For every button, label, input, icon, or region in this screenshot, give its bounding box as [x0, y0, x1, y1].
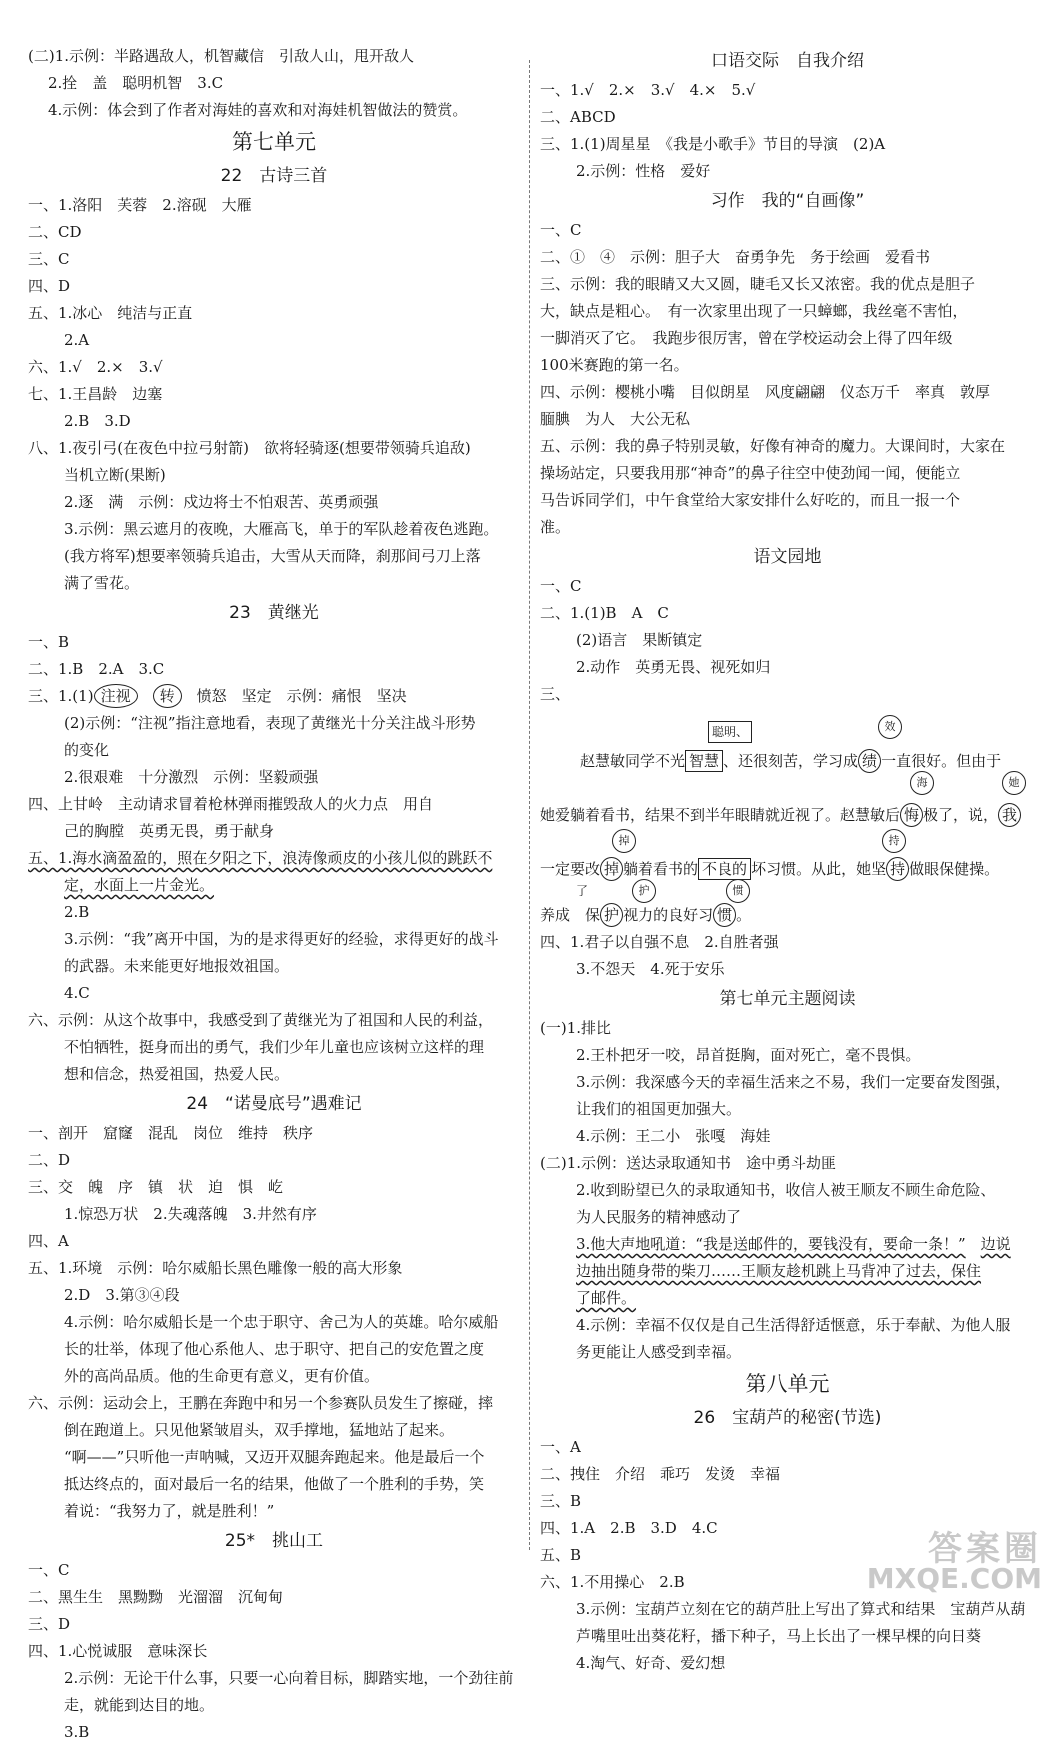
passage-text: 视力的良好习: [623, 906, 714, 924]
lesson-heading: 26 宝葫芦的秘密(节选): [693, 1408, 882, 1428]
wavy-underlined-text: 五、1.海水滴盈盈的，照在夕阳之下，浪涛像顽皮的小孩儿似的跳跃不: [28, 849, 493, 867]
answer-line: 二、黑生生 黑黝黝 光溜溜 沉甸甸: [28, 1588, 284, 1606]
answer-line: 六、示例：运动会上，王鹏在奔跑中和另一个参赛队员发生了擦碰，摔: [28, 1394, 494, 1412]
passage-text: 养成: [540, 906, 571, 924]
answer-line: 2.拴 盖 聪明机智 3.C: [48, 74, 224, 92]
answer-line: 2.收到盼望已久的录取通知书，收信人被王顺友不顾生命危险、: [576, 1181, 996, 1199]
answer-line: 己的胸膛 英勇无畏，勇于献身: [64, 822, 275, 840]
answer-line: 3.示例：宝葫芦立刻在它的葫芦肚上写出了算式和结果 宝葫芦从葫: [576, 1600, 1026, 1618]
passage-text: 、还很刻苦，学习成: [723, 752, 859, 770]
section-heading: 第七单元主题阅读: [719, 989, 856, 1009]
passage-text: 做眼保健操。: [909, 860, 1000, 878]
answer-line: 六、示例：从这个故事中，我感受到了黄继光为了祖国和人民的利益，: [28, 1011, 494, 1029]
answer-line: [540, 1259, 1035, 1284]
answer-line: 长的壮举，体现了他心系他人、忠于职守、把自己的安危置之度: [64, 1340, 485, 1358]
answer-line: 二、① ④ 示例：胆子大 奋勇争先 务于绘画 爱看书: [540, 248, 931, 266]
answer-line: 2.动作 英勇无畏、视死如归: [576, 658, 771, 676]
answer-line: 4.示例：幸福不仅仅是自己生活得舒适惬意，乐于奉献、为他人服: [576, 1316, 1011, 1334]
answer-line: 五、示例：我的鼻子特别灵敏，好像有神奇的魔力。大课间时，大家在: [540, 437, 1006, 455]
answer-line: [28, 846, 520, 871]
answer-line: 芦嘴里吐出葵花籽，播下种子，马上长出了一棵早棵的向日葵: [576, 1627, 982, 1645]
answer-line: (一)1.排比: [540, 1019, 612, 1037]
wavy-underlined-text: 边说: [980, 1235, 1011, 1253]
correction-circle: 效: [878, 715, 902, 739]
answer-line: 三、C: [28, 250, 70, 268]
answer-line: 四、示例：樱桃小嘴 目似朗星 风度翩翩 仪态万千 率真 敦厚: [540, 383, 991, 401]
answer-line: 四、1.心悦诚服 意味深长: [28, 1642, 208, 1660]
answer-line: 八、1.夜引弓(在夜色中拉弓射箭) 欲将轻骑逐(想要带领骑兵追敌): [28, 439, 471, 457]
answer-line: 一、C: [540, 221, 582, 239]
inserted-word-box: 聪明、: [708, 721, 752, 743]
answer-line: 倒在跑道上。只见他紧皱眉头，双手撑地，猛地站了起来。: [64, 1421, 455, 1439]
answer-line: 五、1.冰心 纯洁与正直: [28, 304, 193, 322]
answer-line: 一、1.洛阳 芙蓉 2.溶砚 大雁: [28, 196, 252, 214]
circled-char: 悔: [900, 803, 923, 827]
answer-line: 一、C: [28, 1561, 70, 1579]
answer-line: 三、B: [540, 1492, 582, 1510]
answer-line: 二、1.B 2.A 3.C: [28, 660, 165, 678]
left-column: [28, 44, 520, 1747]
answer-line: 四、A: [28, 1232, 69, 1250]
passage-text: 躺着看书的: [623, 860, 699, 878]
circled-char: 持: [886, 857, 909, 881]
answer-line: 六、1.√ 2.× 3.√: [28, 358, 163, 376]
answer-line: 一脚消灭了它。 我跑步很厉害，曾在学校运动会上得了四年级: [540, 329, 953, 347]
answer-line: 3.示例：“我”离开中国，为的是求得更好的经验，求得更好的战斗: [64, 930, 499, 948]
answer-line: 2.D 3.第③④段: [64, 1286, 180, 1304]
answer-line: 二、CD: [28, 223, 82, 241]
section-heading: 习作 我的“自画像”: [710, 191, 865, 211]
answer-line: 抵达终点的，面对最后一名的结果，他做了一个胜利的手势，笑: [64, 1475, 485, 1493]
wavy-underlined-text: 了邮件。: [576, 1289, 637, 1307]
answer-line: 二、ABCD: [540, 108, 616, 126]
answer-line: 2.王朴把牙一咬，昂首挺胸，面对死亡，毫不畏惧。: [576, 1046, 921, 1064]
answer-line: 准。: [540, 518, 571, 536]
circled-char: 惯: [713, 903, 736, 927]
circled-word: 转: [153, 684, 182, 708]
passage-text: 坏习惯。从此，她坚: [751, 860, 887, 878]
answer-line: 3.B: [64, 1723, 90, 1741]
answer-line: 一、1.√ 2.× 3.√ 4.× 5.√: [540, 81, 756, 99]
answer-text: 愤怒 坚定 示例：痛恨 坚决: [196, 687, 407, 705]
column-divider: [529, 60, 530, 1550]
wavy-underlined-text: 3.他大声地吼道：“我是送邮件的，要钱没有，要命一条！”: [576, 1235, 966, 1253]
answer-line: 四、上甘岭 主动请求冒着枪林弹雨摧毁敌人的火力点 用自: [28, 795, 434, 813]
circled-char: 我: [998, 803, 1021, 827]
passage-text: 保: [585, 906, 601, 924]
unit-heading: 第八单元: [745, 1372, 830, 1396]
answer-line: 2.逐 满 示例：戍边将士不怕艰苦、英勇顽强: [64, 493, 379, 511]
answer-line: 操场站定，只要我用那“神奇”的鼻子往空中使劲闻一闻，便能立: [540, 464, 961, 482]
answer-line: 二、D: [28, 1151, 71, 1169]
correction-circle: 她: [1002, 771, 1026, 795]
answer-line: (二)1.示例：半路遇敌人，机智藏信 引敌人山，甩开敌人: [28, 47, 415, 65]
correction-circle: 持: [882, 829, 906, 853]
answer-line: [540, 1286, 1035, 1311]
answer-line: 五、B: [540, 1546, 582, 1564]
boxed-word: 不良的: [698, 858, 751, 880]
unit-heading: 第七单元: [232, 130, 316, 154]
answer-line: 想和信念，热爱祖国，热爱人民。: [64, 1065, 290, 1083]
circled-char: 护: [600, 903, 623, 927]
answer-prefix: 三、1.(1): [28, 687, 94, 705]
watermark-logo-text: 答案圈: [928, 1529, 1042, 1569]
answer-line: 四、1.A 2.B 3.D 4.C: [540, 1519, 718, 1537]
passage-line: [580, 749, 1001, 774]
passage-text: 一定要改: [540, 860, 601, 878]
answer-line: 2.示例：无论干什么事，只要一心向着目标，脚踏实地，一个劲往前: [64, 1669, 514, 1687]
answer-line: 当机立断(果断): [64, 466, 166, 484]
answer-line: 走，就能到达目的地。: [64, 1696, 215, 1714]
correction-circle: 惯: [726, 879, 750, 903]
answer-line: (我方将军)想要率领骑兵追击，大雪从天而降，刹那间弓刀上落: [64, 547, 481, 565]
answer-line: 的变化: [64, 741, 110, 759]
answer-line: 二、拽住 介绍 乖巧 发烫 幸福: [540, 1465, 781, 1483]
answer-line: 满了雪花。: [64, 574, 140, 592]
right-column: [540, 44, 1035, 1678]
answer-line: 让我们的祖国更加强大。: [576, 1100, 742, 1118]
answer-line: 一、剖开 窟窿 混乱 岗位 维持 秩序: [28, 1124, 314, 1142]
answer-line: 1.惊恐万状 2.失魂落魄 3.井然有序: [64, 1205, 317, 1223]
answer-line: 4.示例：体会到了作者对海娃的喜欢和对海娃机智做法的赞赏。: [48, 101, 468, 119]
passage-text: 她爱躺着看书，结果不到半年眼睛就近视了。赵慧敏后: [540, 806, 901, 824]
answer-line: 二、1.(1)B A C: [540, 604, 669, 622]
wavy-underlined-text: 边抽出随身带的柴刀……王顺友趁机跳上马背冲了过去，保住: [576, 1262, 982, 1280]
answer-line: 腼腆 为人 大公无私: [540, 410, 691, 428]
answer-line: 的武器。未来能更好地报效祖国。: [64, 957, 290, 975]
passage-line: [540, 803, 1021, 828]
answer-line: [28, 684, 520, 709]
answer-line: 三、示例：我的眼睛又大又圆，睫毛又长又浓密。我的优点是胆子: [540, 275, 976, 293]
section-heading: 语文园地: [753, 547, 822, 567]
answer-line: (2)语言 果断镇定: [576, 631, 703, 649]
answer-line: 五、1.环境 示例：哈尔威船长黑色雕像一般的高大形象: [28, 1259, 403, 1277]
answer-line: 三、D: [28, 1615, 71, 1633]
passage-text: 赵慧敏同学不光: [580, 752, 686, 770]
answer-line: 4.C: [64, 984, 90, 1002]
answer-line: 3.示例：我深感今天的幸福生活来之不易，我们一定要奋发图强，: [576, 1073, 1011, 1091]
passage-text: 一直很好。但由于: [881, 752, 1002, 770]
answer-line: 为人民服务的精神感动了: [576, 1208, 742, 1226]
answer-line: 2.A: [64, 331, 90, 349]
boxed-word: 智慧: [685, 750, 723, 772]
circled-char: 绩: [858, 749, 881, 773]
answer-line: 2.B 3.D: [64, 412, 131, 430]
answer-line: 4.示例：王二小 张嘎 海娃: [576, 1127, 771, 1145]
answer-line: (2)示例：“注视”指注意地看，表现了黄继光十分关注战斗形势: [64, 714, 476, 732]
wavy-underlined-text: 定，水面上一片金光。: [64, 876, 215, 894]
answer-line: 三、1.(1)周星星 《我是小歌手》节目的导演 (2)A: [540, 135, 886, 153]
answer-line: 2.很艰难 十分激烈 示例：坚毅顽强: [64, 768, 319, 786]
correction-circle: 海: [910, 771, 934, 795]
answer-line: 4.示例：哈尔威船长是一个忠于职守、舍己为人的英雄。哈尔威船: [64, 1313, 499, 1331]
answer-line: 七、1.王昌龄 边塞: [28, 385, 163, 403]
answer-line: 三、交 魄 序 镇 状 迫 惧 屹: [28, 1178, 284, 1196]
answer-line: 大，缺点是粗心。 有一次家里出现了一只蟑螂，我丝毫不害怕，: [540, 302, 968, 320]
lesson-heading: 25* 挑山工: [224, 1531, 324, 1551]
answer-line: [28, 873, 520, 898]
lesson-heading: 24 “诺曼底号”遇难记: [186, 1094, 362, 1114]
answer-line: 100米赛跑的第一名。: [540, 356, 689, 374]
insertion-mark: 了: [576, 884, 589, 898]
answer-line: 3.不怨天 4.死于安乐: [576, 960, 725, 978]
answer-line: 一、C: [540, 577, 582, 595]
watermark-url: MXQE.COM: [866, 1562, 1042, 1595]
lesson-heading: 23 黄继光: [229, 603, 319, 623]
answer-line: 着说：“我努力了，就是胜利！”: [64, 1502, 275, 1520]
passage-text: 。: [736, 906, 752, 924]
answer-line: 六、1.不用操心 2.B: [540, 1573, 685, 1591]
answer-line: 2.B: [64, 903, 90, 921]
passage-line: [540, 857, 999, 882]
answer-line: 不怕牺牲，挺身而出的勇气，我们少年儿童也应该树立这样的理: [64, 1038, 485, 1056]
answer-line: 马告诉同学们，中午食堂给大家安排什么好吃的，而且一报一个: [540, 491, 961, 509]
answer-line: 3.示例：黑云遮月的夜晚，大雁高飞，单于的军队趁着夜色逃跑。: [64, 520, 499, 538]
passage-line: [540, 903, 751, 928]
circled-word: 注视: [94, 684, 138, 708]
answer-line: [540, 1232, 1035, 1257]
answer-line: 外的高尚品质。他的生命更有意义，更有价值。: [64, 1367, 380, 1385]
answer-line: (二)1.示例：送达录取通知书 途中勇斗劫匪: [540, 1154, 837, 1172]
answer-line: 一、A: [540, 1438, 581, 1456]
circled-char: 掉: [600, 857, 623, 881]
answer-line: 三、: [540, 685, 571, 703]
answer-line: “啊——”只听他一声呐喊，又迈开双腿奔跑起来。他是最后一个: [64, 1448, 485, 1466]
passage-text: 极了，说，: [923, 806, 999, 824]
site-watermark: [866, 1529, 1042, 1595]
section-heading: 口语交际 自我介绍: [711, 51, 864, 71]
lesson-heading: 22 古诗三首: [220, 166, 328, 186]
answer-line: 四、1.君子以自强不息 2.自胜者强: [540, 933, 779, 951]
proofreading-passage: [540, 711, 1035, 926]
answer-line: 一、B: [28, 633, 70, 651]
answer-line: 四、D: [28, 277, 71, 295]
answer-line: 4.淘气、好奇、爱幻想: [576, 1654, 726, 1672]
correction-circle: 掉: [612, 829, 636, 853]
correction-circle: 护: [632, 879, 656, 903]
answer-line: 2.示例：性格 爱好: [576, 162, 711, 180]
answer-line: 务更能让人感受到幸福。: [576, 1343, 742, 1361]
